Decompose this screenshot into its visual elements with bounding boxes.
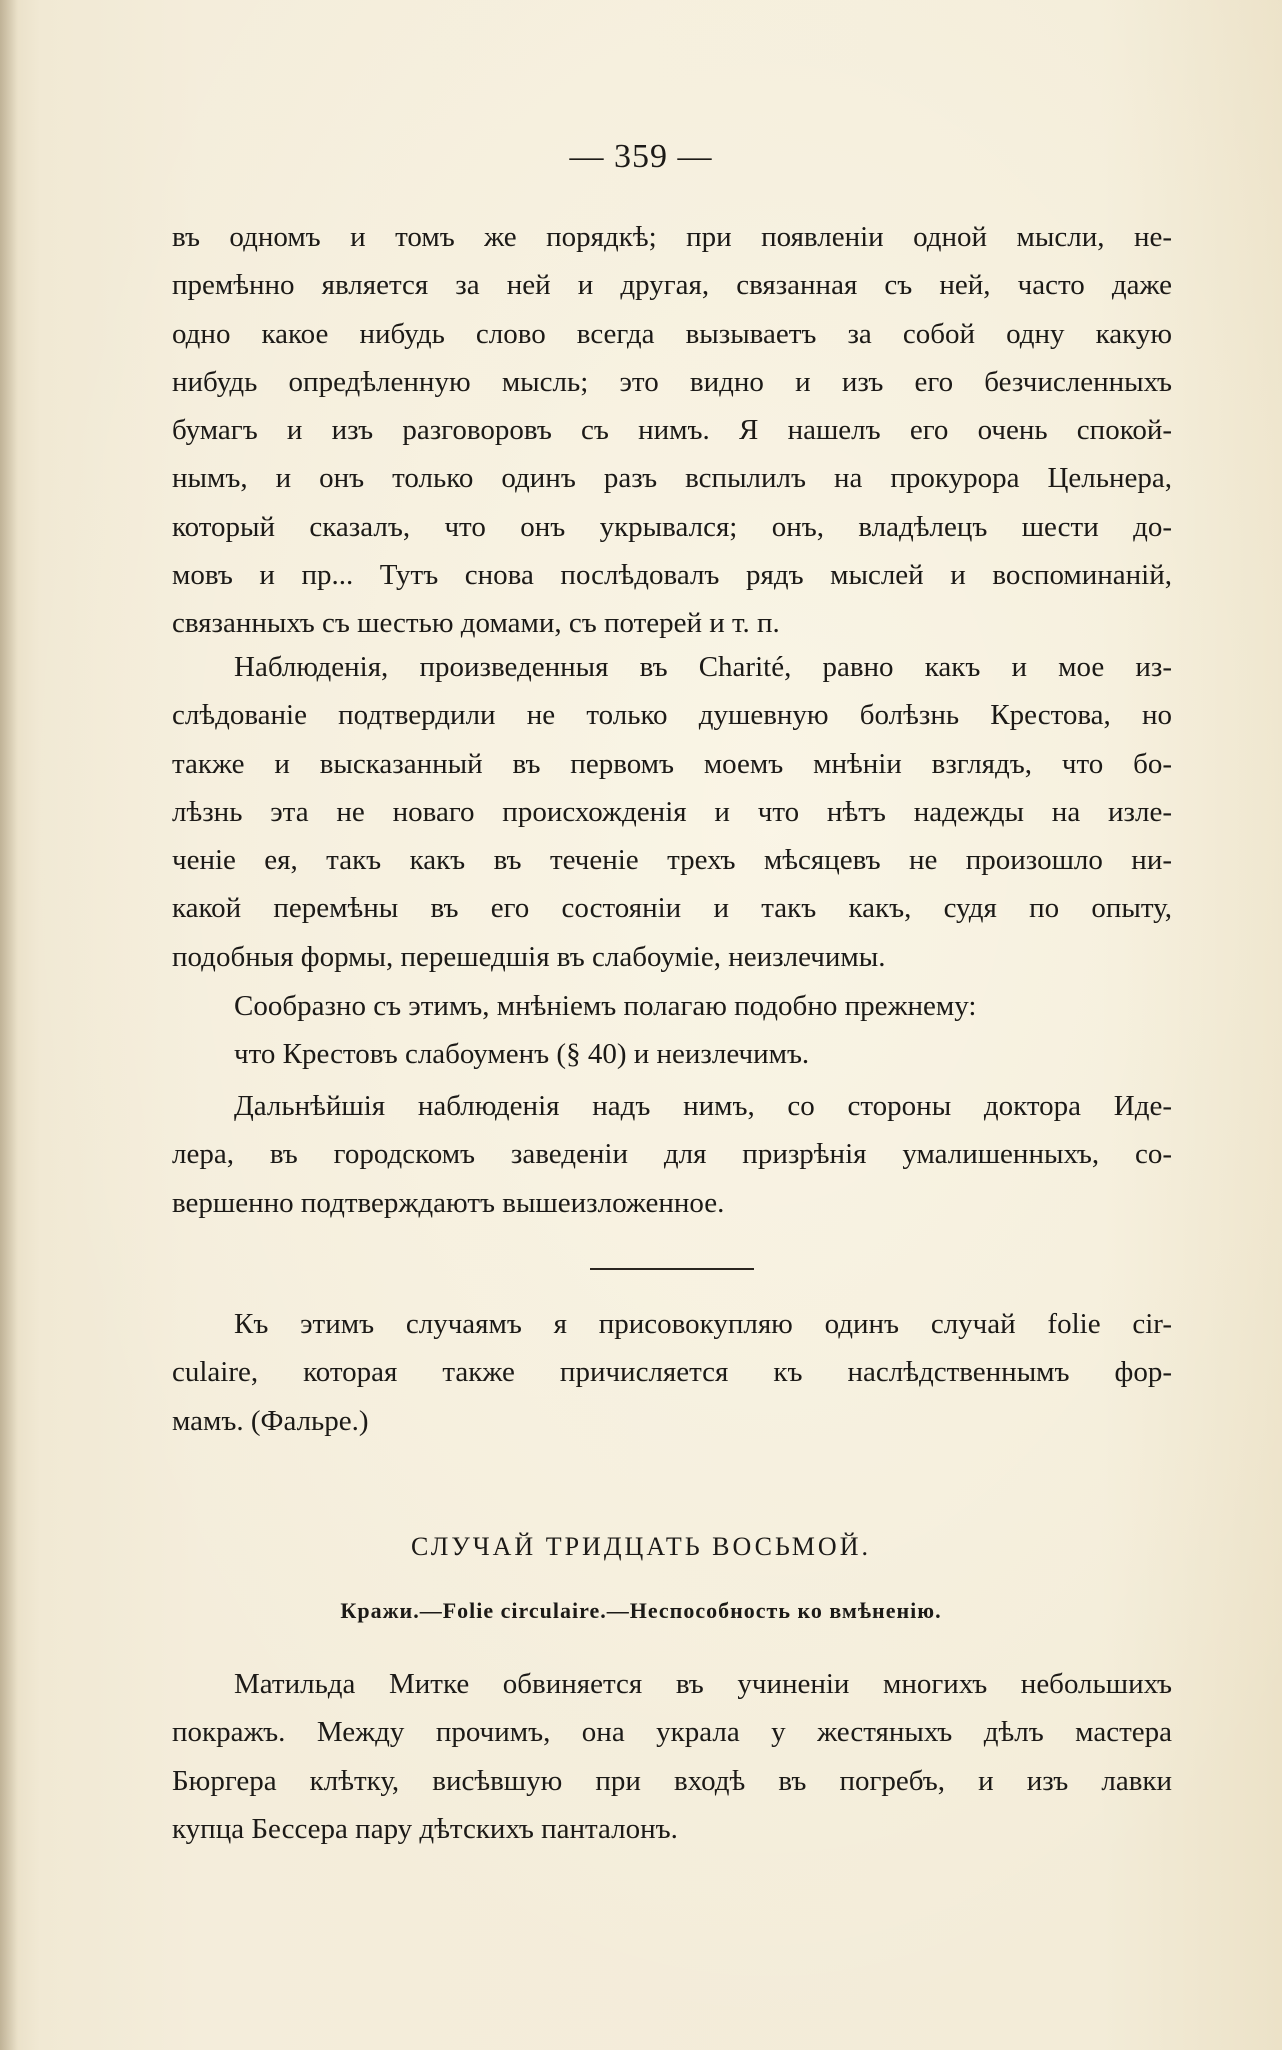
page-edge-shadow xyxy=(0,0,18,2050)
paragraph-4 xyxy=(172,1300,1172,1445)
text-line: вершенно подтверждаютъ вышеизложенное. xyxy=(172,1186,725,1219)
text-line: купца Бессера пару дѣтскихъ панталонъ. xyxy=(172,1812,678,1845)
conclusion xyxy=(172,982,1172,1079)
text-line: culaire, которая также причисляется къ наслѣдственнымъ фор- xyxy=(172,1356,1172,1389)
paragraph-1 xyxy=(172,213,1172,648)
paragraph-2 xyxy=(172,643,1172,981)
text-line: лера, въ городскомъ заведеніи для призрѣнія умалишенныхъ, со- xyxy=(172,1138,1172,1171)
text-line: подобныя формы, перешедшія въ слабоуміе, неизлечимы. xyxy=(172,940,886,973)
text-line: лѣзнь эта не новаго происхожденія и что нѣтъ надежды на изле- xyxy=(172,795,1172,828)
text-line: нибудь опредѣленную мысль; это видно и изъ его безчисленныхъ xyxy=(172,365,1172,398)
text-line: какой перемѣны въ его состояніи и такъ какъ, судя по опыту, xyxy=(172,892,1172,925)
text-line: Наблюденія, произведенныя въ Charité, равно какъ и мое из- xyxy=(234,651,1172,683)
text-line: который сказалъ, что онъ укрывался; онъ, владѣлецъ шести до- xyxy=(172,510,1172,543)
section-divider xyxy=(590,1268,754,1270)
text-line: связанныхъ съ шестью домами, съ потерей и т. п. xyxy=(172,607,780,640)
text-line: премѣнно является за ней и другая, связанная съ ней, часто даже xyxy=(172,269,1172,302)
text-line: мамъ. (Фальре.) xyxy=(172,1404,369,1437)
text-line: нымъ, и онъ только одинъ разъ вспылилъ на прокурора Цельнера, xyxy=(172,462,1172,495)
text-line: покражъ. Между прочимъ, она украла у жестяныхъ дѣлъ мастера xyxy=(172,1716,1172,1749)
text-line: Дальнѣйшія наблюденія надъ нимъ, со стороны доктора Иде- xyxy=(234,1090,1172,1122)
text-line: одно какое нибудь слово всегда вызываетъ за собой одну какую xyxy=(172,317,1172,350)
text-line: мовъ и пр... Тутъ снова послѣдовалъ рядъ мыслей и воспоминаній, xyxy=(172,559,1172,592)
text-line: что Крестовъ слабоуменъ (§ 40) и неизлечимъ. xyxy=(234,1038,810,1071)
case-subtitle: Кражи.—Folie circulaire.—Неспособность ко вмѣненію. xyxy=(340,1598,942,1623)
text-line: въ одномъ и томъ же порядкѣ; при появленіи одной мысли, не- xyxy=(172,221,1172,253)
case-title: СЛУЧАЙ ТРИДЦАТЬ ВОСЬМОЙ. xyxy=(411,1532,871,1561)
text-line: ченіе ея, такъ какъ въ теченіе трехъ мѣсяцевъ не произошло ни- xyxy=(172,844,1172,877)
text-line: бумагъ и изъ разговоровъ съ нимъ. Я нашелъ его очень спокой- xyxy=(172,414,1172,447)
page-number: — 359 — xyxy=(569,138,713,175)
text-line: Сообразно съ этимъ, мнѣніемъ полагаю подобно прежнему: xyxy=(234,990,977,1022)
text-line: Къ этимъ случаямъ я присовокупляю одинъ случай folie cir- xyxy=(234,1308,1172,1340)
paragraph-5 xyxy=(172,1660,1172,1853)
paragraph-3 xyxy=(172,1082,1172,1227)
text-line: также и высказанный въ первомъ моемъ мнѣніи взглядъ, что бо- xyxy=(172,747,1172,780)
text-line: Бюргера клѣтку, висѣвшую при входѣ въ погребъ, и изъ лавки xyxy=(172,1764,1172,1797)
text-line: Матильда Митке обвиняется въ учиненіи многихъ небольшихъ xyxy=(234,1668,1172,1700)
text-line: слѣдованіе подтвердили не только душевную болѣзнь Крестова, но xyxy=(172,699,1172,732)
